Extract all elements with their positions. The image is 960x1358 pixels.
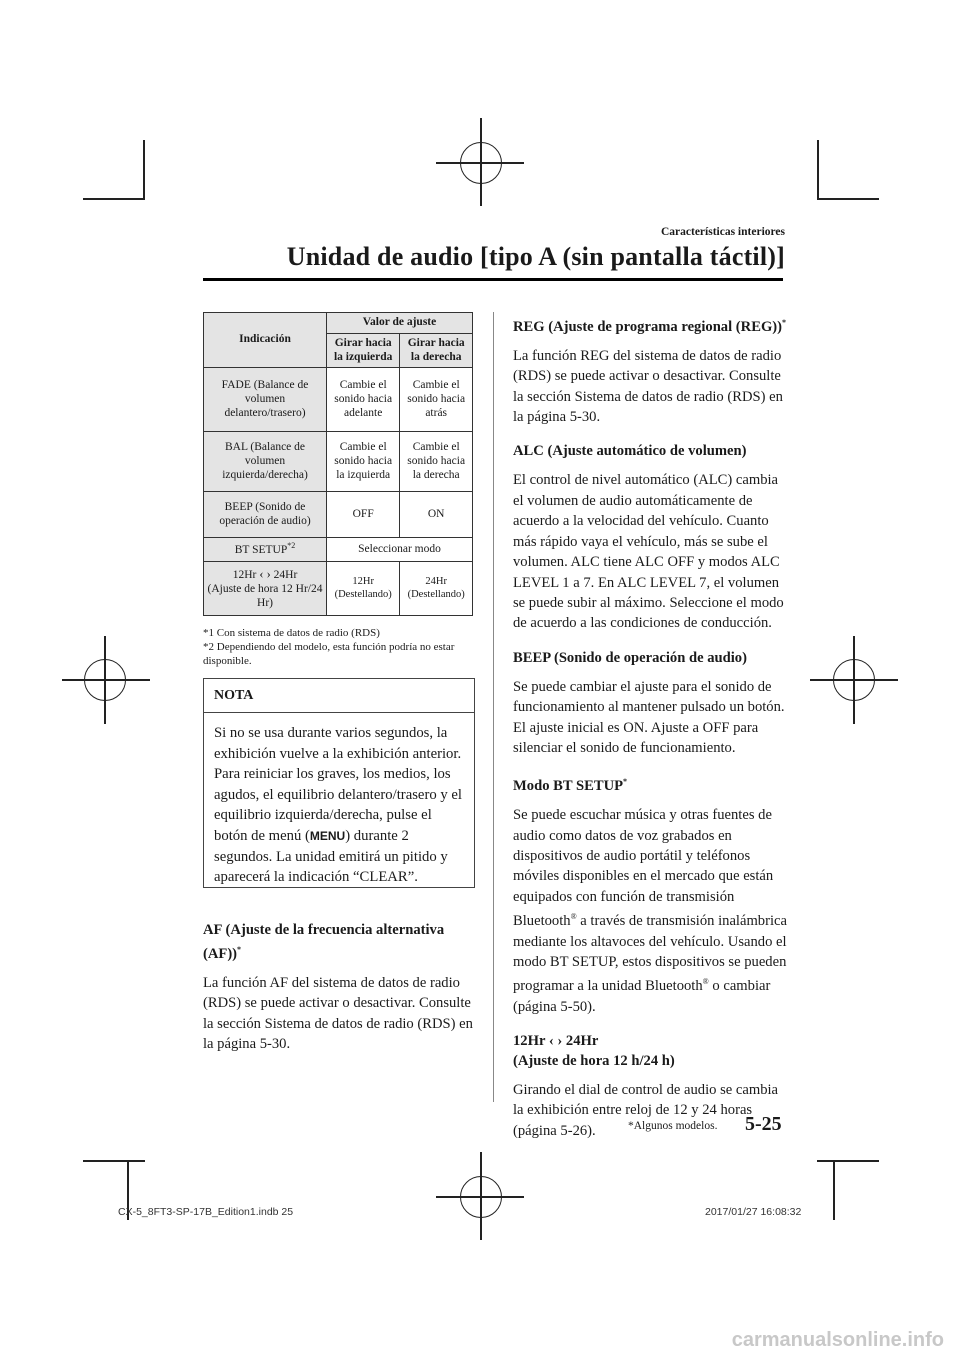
row-value-left: Cambie el sonido hacia la izquierda (327, 432, 400, 492)
registration-circle (460, 1176, 502, 1218)
footnote-models: *Algunos modelos. (628, 1120, 718, 1132)
registration-circle (460, 142, 502, 184)
section-name: Características interiores (660, 226, 785, 238)
row-label: BAL (Balance de volumen izquierda/derecha) (204, 432, 327, 492)
af-text: La función AF del sistema de datos de radio (RDS) se puede activar o desactivar. Consulte la sección Sistema de datos de radio (RDS) en la página 5-30. (203, 974, 473, 1053)
header-girar-izquierda: Girar hacia la izquierda (327, 333, 400, 368)
beep-text: Se puede cambiar el ajuste para el sonido de funcionamiento al mantener pulsado un botón. El ajuste inicial es ON. Ajuste a OFF para silenciar el sonido de funcionamiento. (513, 678, 785, 756)
row-label: FADE (Balance de volumen delantero/trasero) (204, 368, 327, 432)
hr-heading-12: 12Hr (513, 1033, 546, 1049)
hr-heading (513, 1031, 788, 1071)
asterisk: * (237, 945, 242, 954)
right-column (513, 313, 788, 1155)
crop-mark (143, 140, 145, 200)
print-date-info: 2017/01/27 16:08:32 (705, 1206, 802, 1218)
page-number: 5-25 (745, 1113, 782, 1135)
bt-text-1: Se puede escuchar música y otras fuentes de audio como datos de voz grabados en dispositivos de audio portátil y teléfonos móviles disponibles en el mercado que están equipados con función de transmisión Bluetooth (513, 807, 774, 930)
row-value-right: Cambie el sonido hacia atrás (400, 368, 473, 432)
header-indicacion: Indicación (204, 313, 327, 368)
page-title: Unidad de audio [tipo A (sin pantalla táctil)] (286, 242, 785, 271)
footnote: *1 Con sistema de datos de radio (RDS) (203, 627, 380, 639)
note-text (204, 713, 474, 888)
alc-text: El control de nivel automático (ALC) cambia el volumen de audio automáticamente de acuerdo a la velocidad del vehículo. Cuanto más rápido vaya el vehículo, más se sube el volumen. ALC tiene ALC OFF y modos ALC LEVEL 1 a 7. En ALC LEVEL 7, el volumen se puede subir al máximo. Seleccione el modo de acuerdo a las condiciones de conducción. (513, 472, 784, 632)
row-value-left: Cambie el sonido hacia adelante (327, 368, 400, 432)
reg-heading-text: REG (Ajuste de programa regional (REG)) (513, 318, 783, 335)
note-heading: NOTA (214, 688, 254, 703)
crop-mark (817, 1160, 879, 1162)
hr-text: Girando el dial de control de audio se cambia la exhibición entre reloj de 12 y 24 horas (página 5-26). (513, 1082, 779, 1139)
row-value-right: 24Hr (Destellando) (400, 562, 473, 616)
label-24hr: 24Hr (273, 569, 298, 582)
footnote-ref: *2 (287, 541, 296, 551)
hr-heading-24: 24Hr (565, 1033, 599, 1049)
footnotes (203, 627, 483, 668)
bt-text-3: o cambiar (página 5-50). (513, 978, 771, 1015)
row-value-left: 12Hr (Destellando) (327, 562, 400, 616)
crop-mark (833, 1160, 835, 1220)
af-heading-text: AF (Ajuste de la frecuencia alternativa (AF)) (203, 922, 445, 962)
chevron-right-icon: › (266, 566, 271, 582)
bt-heading-text: Modo BT SETUP (513, 778, 624, 795)
crop-mark (817, 198, 879, 200)
title-rule (203, 278, 783, 281)
row-label (204, 538, 327, 562)
bt-heading (513, 772, 788, 796)
header-valor: Valor de ajuste (327, 313, 473, 334)
row-label (204, 562, 327, 616)
alc-heading: ALC (Ajuste automático de volumen) (513, 443, 747, 460)
row-value-right: Cambie el sonido hacia la derecha (400, 432, 473, 492)
label-desc: (Ajuste de hora 12 Hr/24 Hr) (207, 583, 323, 609)
registered-mark: ® (702, 977, 709, 987)
registration-circle (84, 659, 126, 701)
print-file-info: CX-5_8FT3-SP-17B_Edition1.indb 25 (118, 1206, 294, 1218)
af-heading (203, 920, 473, 964)
row-label-text: BT SETUP (234, 544, 288, 557)
chevron-left-icon: ‹ (548, 1033, 554, 1049)
asterisk: * (623, 777, 628, 787)
bt-text (513, 805, 788, 1017)
crop-mark (83, 198, 145, 200)
row-value-merged: Seleccionar modo (327, 538, 473, 562)
footnote: *2 Dependiendo del modelo, esta función podría no estar disponible. (203, 640, 455, 667)
watermark: carmanualsonline.info (731, 1329, 944, 1351)
crop-mark (817, 140, 819, 200)
note-text-2: ) durante 2 segundos. La unidad emitirá un pitido y aparecerá la indicación “CLEAR”. (214, 827, 448, 886)
note-box (203, 678, 475, 888)
row-value-right: ON (400, 492, 473, 538)
settings-table (203, 312, 473, 616)
chevron-left-icon: ‹ (259, 566, 264, 582)
row-value-left: OFF (327, 492, 400, 538)
note-text-1: Si no se usa durante varios segundos, la exhibición vuelve a la exhibición anterior. Para reiniciar los graves, los medios, los agudos, el equilibrio delantero/trasero y el equilibrio izquierda/derecha, pulse el botón de menú ( (214, 725, 462, 844)
menu-button-label: MENU (309, 828, 346, 843)
header-girar-derecha: Girar hacia la derecha (400, 333, 473, 368)
reg-text: La función REG del sistema de datos de radio (RDS) se puede activar o desactivar. Consulte la sección Sistema de datos de radio (RDS) en la página 5-30. (513, 347, 783, 426)
left-column (203, 920, 473, 1068)
asterisk: * (782, 318, 787, 327)
crop-mark (83, 1160, 145, 1162)
beep-heading: BEEP (Sonido de operación de audio) (513, 649, 747, 666)
label-12hr: 12Hr (232, 569, 257, 582)
chevron-right-icon: › (557, 1033, 563, 1049)
column-divider (493, 312, 494, 1102)
row-label: BEEP (Sonido de operación de audio) (204, 492, 327, 538)
reg-heading (513, 313, 788, 337)
registration-circle (833, 659, 875, 701)
bt-text-2: a través de transmisión inalámbrica mediante los altavoces del vehículo. Usando el modo BT SETUP, estos dispositivos se pueden programar a la unidad Bluetooth (513, 913, 787, 995)
hr-heading-desc: (Ajuste de hora 12 h/24 h) (513, 1053, 675, 1069)
registered-mark: ® (570, 912, 577, 922)
